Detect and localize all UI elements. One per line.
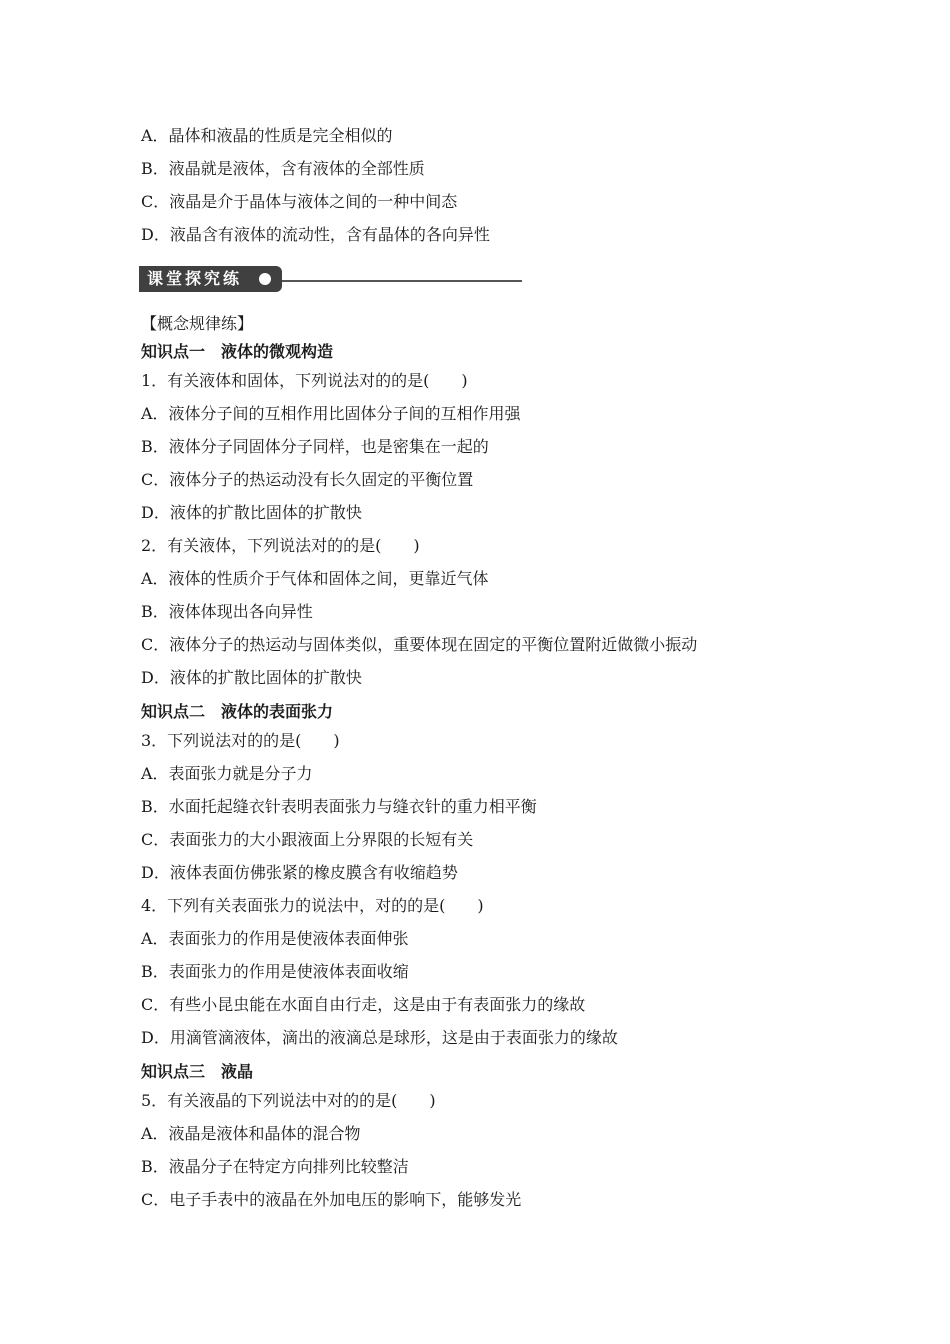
option-b: B．液体分子同固体分子同样，也是密集在一起的 bbox=[141, 437, 489, 456]
section-label: 【概念规律练】 bbox=[141, 314, 254, 333]
option-b: B．表面张力的作用是使液体表面收缩 bbox=[141, 962, 409, 981]
banner-divider bbox=[282, 280, 522, 282]
option-a: A．液晶是液体和晶体的混合物 bbox=[141, 1124, 361, 1143]
option-c: C．有些小昆虫能在水面自由行走，这是由于有表面张力的缘故 bbox=[141, 995, 586, 1014]
option-a: A．液体的性质介于气体和固体之间，更靠近气体 bbox=[141, 569, 489, 588]
option-d: D．液体的扩散比固体的扩散快 bbox=[141, 668, 362, 687]
option-b: B．液晶就是液体，含有液体的全部性质 bbox=[141, 159, 425, 178]
option-b: B．液体体现出各向异性 bbox=[141, 602, 313, 621]
knowledge-point-heading: 知识点三 液晶 bbox=[141, 1062, 254, 1081]
knowledge-point-heading: 知识点二 液体的表面张力 bbox=[141, 702, 334, 721]
question-stem: 5．有关液晶的下列说法中对的的是( ) bbox=[141, 1091, 436, 1110]
question-stem: 1．有关液体和固体，下列说法对的的是( ) bbox=[141, 371, 468, 390]
option-d: D．液体的扩散比固体的扩散快 bbox=[141, 503, 362, 522]
option-b: B．水面托起缝衣针表明表面张力与缝衣针的重力相平衡 bbox=[141, 797, 537, 816]
question-stem: 3．下列说法对的的是( ) bbox=[141, 731, 340, 750]
option-b: B．液晶分子在特定方向排列比较整洁 bbox=[141, 1157, 409, 1176]
option-a: A．表面张力的作用是使液体表面伸张 bbox=[141, 929, 409, 948]
banner-box bbox=[139, 266, 282, 292]
option-c: C．液体分子的热运动没有长久固定的平衡位置 bbox=[141, 470, 474, 489]
option-d: D．液体表面仿佛张紧的橡皮膜含有收缩趋势 bbox=[141, 863, 458, 882]
option-a: A．晶体和液晶的性质是完全相似的 bbox=[141, 126, 393, 145]
option-c: C．液晶是介于晶体与液体之间的一种中间态 bbox=[141, 192, 458, 211]
banner-title: 课堂探究练 bbox=[147, 269, 243, 288]
option-c: C．电子手表中的液晶在外加电压的影响下，能够发光 bbox=[141, 1190, 522, 1209]
knowledge-point-heading: 知识点一 液体的微观构造 bbox=[141, 342, 334, 361]
question-stem: 2．有关液体，下列说法对的的是( ) bbox=[141, 536, 420, 555]
bullet-icon bbox=[259, 273, 271, 285]
option-a: A．表面张力就是分子力 bbox=[141, 764, 313, 783]
section-banner bbox=[139, 266, 522, 294]
option-d: D．液晶含有液体的流动性，含有晶体的各向异性 bbox=[141, 225, 490, 244]
question-stem: 4．下列有关表面张力的说法中，对的的是( ) bbox=[141, 896, 484, 915]
option-d: D．用滴管滴液体，滴出的液滴总是球形，这是由于表面张力的缘故 bbox=[141, 1028, 618, 1047]
option-a: A．液体分子间的互相作用比固体分子间的互相作用强 bbox=[141, 404, 521, 423]
option-c: C．表面张力的大小跟液面上分界限的长短有关 bbox=[141, 830, 474, 849]
option-c: C．液体分子的热运动与固体类似，重要体现在固定的平衡位置附近做微小振动 bbox=[141, 635, 698, 654]
